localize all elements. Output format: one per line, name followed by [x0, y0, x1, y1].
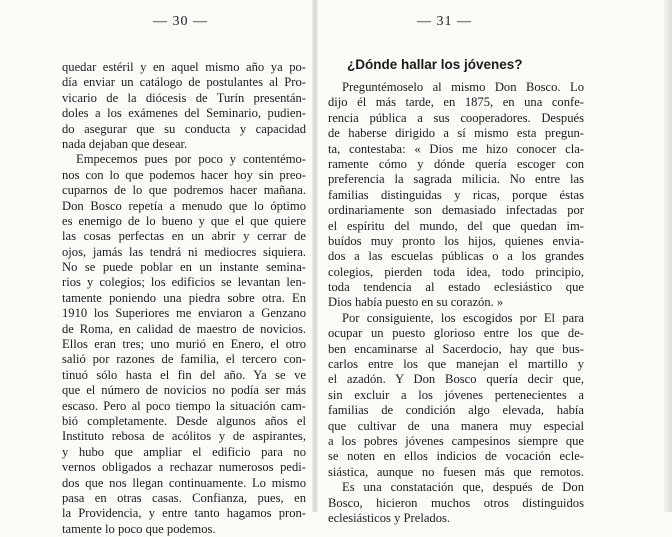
text-line: rencia pública a sus cooperadores. Después	[328, 110, 584, 125]
text-line: vernos obligados a rechazar numerosos pedi-	[62, 460, 306, 475]
page-number: — 31 —	[417, 14, 472, 29]
text-line: pasa en otras casas. Confianza, pues, en	[62, 490, 306, 505]
text-line: Empecemos pues por poco y contentémo-	[76, 152, 306, 167]
text-line: ta, contestaba: « Dios me hizo conocer cla-	[328, 141, 584, 156]
left-page	[0, 0, 316, 536]
text-line: ramente cómo y dónde quería escoger con	[328, 156, 584, 171]
right-page	[316, 0, 672, 525]
text-line: sin excluir a los jóvenes pertenecientes a	[328, 387, 584, 402]
page-edge	[664, 0, 672, 512]
text-line: quedar estéril y en aquel mismo año ya po-	[62, 60, 306, 74]
text-line: Don Bosco repetía a menudo que lo óptimo	[62, 198, 306, 213]
text-line: que cultivar de una manera muy especial	[328, 418, 584, 433]
text-line: buídos muy pronto los hijos, quienes envia-	[328, 233, 584, 248]
text-line: el espíritu del mundo, del que quedan im-	[328, 218, 584, 233]
text-line: cuparnos de lo que podremos hacer mañana.	[62, 183, 306, 198]
text-line: colegios, pierden toda idea, todo principio,	[328, 264, 584, 279]
text-line: ocupar un puesto glorioso entre los que de-	[328, 326, 584, 341]
text-line: escaso. Pero al poco tiempo la situación cam-	[62, 398, 306, 413]
text-line: ben encaminarse al Sacerdocio, hay que bus-	[328, 341, 584, 356]
text-column	[62, 60, 306, 537]
text-line: tinuó sólo hasta el fin del año. Ya se ve	[62, 367, 306, 382]
text-line: tamente lo poco que podemos.	[62, 521, 216, 536]
text-line: Por consiguiente, los escogidos por El para	[342, 310, 584, 325]
text-line: nos con lo que podemos hacer hoy sin preo-	[62, 167, 306, 182]
text-line: preferencia la sagrada milicia. No entre las	[328, 172, 584, 187]
text-line: Dios había puesto en su corazón. »	[328, 295, 504, 310]
text-column	[328, 80, 584, 526]
text-line: 1910 los Superiores me enviaron a Genzano	[62, 306, 306, 321]
text-line: Es una constatación que, después de Don	[342, 480, 584, 495]
page-number: — 30 —	[153, 14, 208, 29]
text-line: las cosas perfectas en un abrir y cerrar de	[62, 229, 306, 244]
text-line: vicario de la diócesis de Turín presentán-	[62, 90, 306, 105]
text-line: No se puede poblar en un instante semina-	[62, 260, 306, 275]
text-line: Instituto rebosa de acólitos y de aspirantes,	[62, 429, 306, 444]
text-line: Ellos eran tres; uno murió en Enero, el otro	[62, 337, 306, 352]
text-line: rios y colegios; los edificios se levantan len-	[62, 275, 306, 290]
text-line: eclesiásticos y Prelados.	[328, 510, 451, 525]
text-line: Preguntémoselo al mismo Don Bosco. Lo	[342, 80, 584, 94]
text-line: de haberse dirigido a sí mismo esta pregun-	[328, 126, 584, 141]
text-line: que el número de novicios no podía ser más	[62, 383, 306, 398]
text-line: dos a las escuelas públicas o a los grandes	[328, 249, 584, 264]
text-line: dijo él más tarde, en 1875, en una confe-	[328, 95, 584, 110]
text-line: toda tendencia al estado eclesiástico que	[328, 280, 584, 295]
text-line: familias distinguidas y ricas, porque éstas	[328, 187, 584, 202]
text-line: siástica, aunque no fuesen más que remotos.	[328, 464, 584, 479]
text-line: y hubo que ampliar el edificio para no	[62, 444, 306, 459]
text-line: día enviar un catálogo de postulantes al Pro-	[62, 75, 306, 90]
text-line: familias de condición algo elevada, había	[328, 403, 584, 418]
text-line: do asegurar que su conducta y capacidad	[62, 121, 306, 136]
text-line: ordinariamente son demasiado infectadas por	[328, 203, 584, 218]
text-line: tamente poniendo una piedra sobre otra. En	[62, 290, 306, 305]
text-line: Bosco, hicieron muchos otros distinguidos	[328, 495, 584, 510]
text-line: se noten en ellos indicios de vocación ecle-	[328, 449, 584, 464]
text-line: carlos entre los que manejan el martillo y	[328, 357, 584, 372]
text-line: de Roma, en calidad de maestro de novicios.	[62, 321, 306, 336]
text-line: la Providencia, y entre tanto hagamos pron-	[62, 506, 306, 521]
text-line: dos que nos llegan continuamente. Lo mismo	[62, 475, 306, 490]
text-line: el azadón. Y Don Bosco quería decir que,	[328, 372, 584, 387]
text-line: es enemigo de lo bueno y que el que quiere	[62, 213, 306, 228]
text-line: bió completamente. Desde algunos años el	[62, 413, 306, 428]
text-line: a los pobres jóvenes campesinos siempre que	[328, 433, 584, 448]
text-line: ojos, jamás las tendrá ni mediocres siquiera.	[62, 244, 306, 259]
text-line: doles a los exámenes del Seminario, pudien-	[62, 106, 306, 121]
section-heading: ¿Dónde hallar los jóvenes?	[347, 57, 523, 72]
text-line: salió por razones de familia, el tercero con-	[62, 352, 306, 367]
text-line: nada dejaban que desear.	[62, 136, 188, 151]
